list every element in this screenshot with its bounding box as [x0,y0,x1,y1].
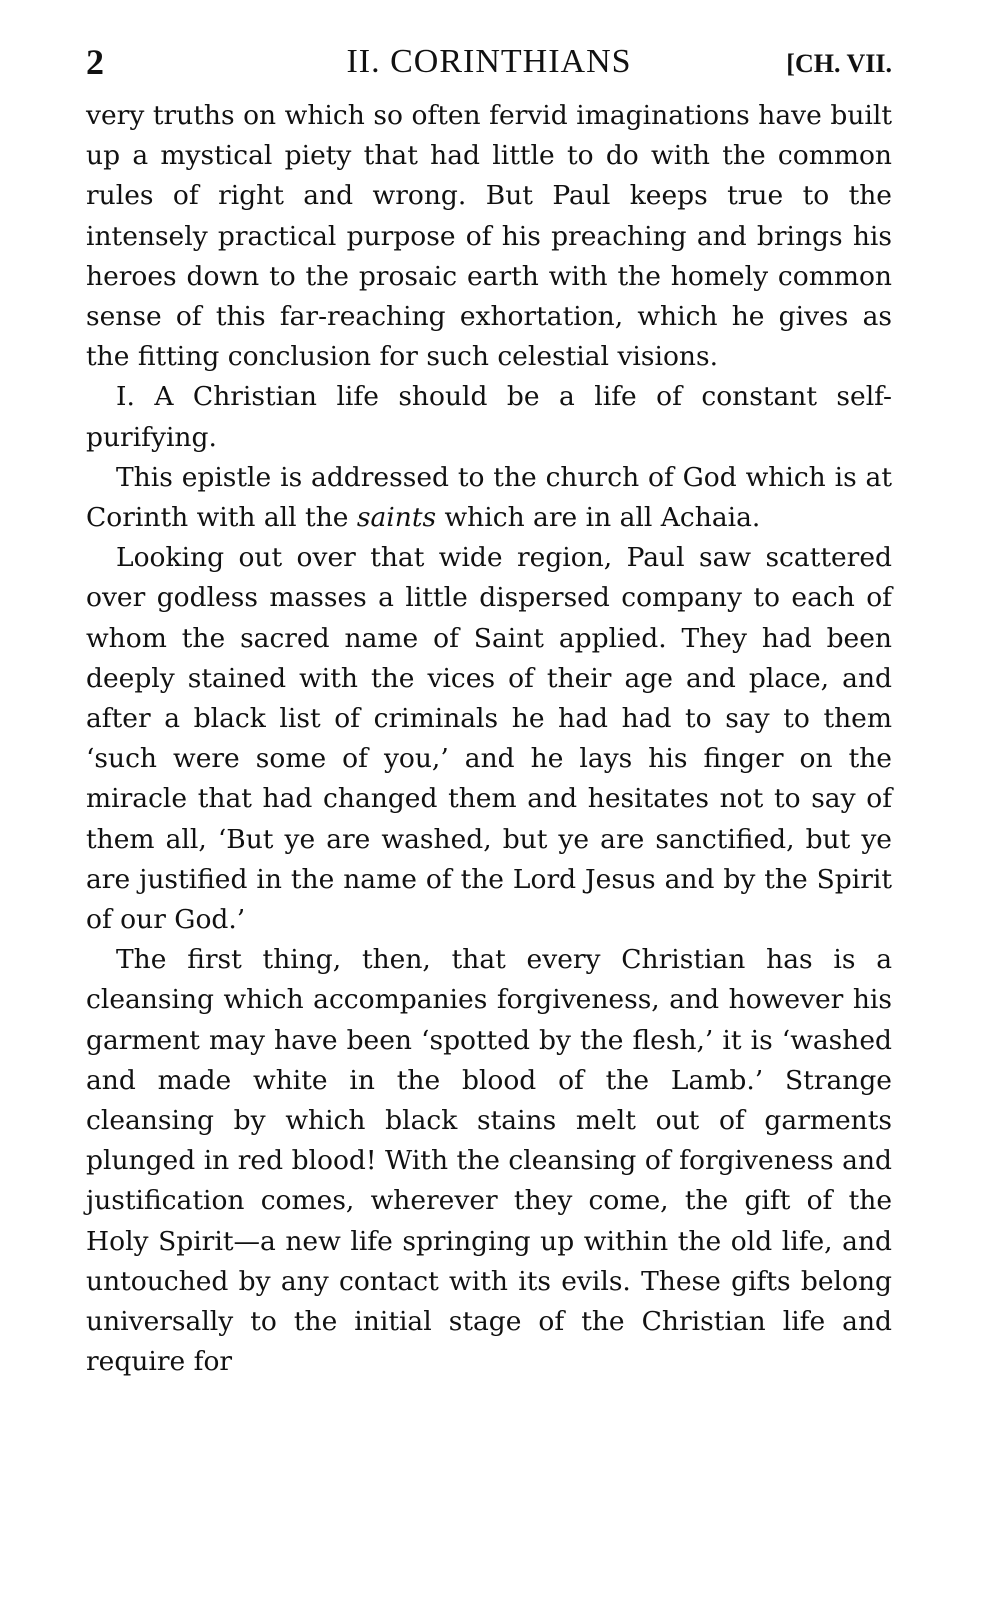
chapter-reference: [CH. VII. [786,49,892,78]
book-page [86,40,892,1383]
paragraph-text-before: This epistle is addressed to the church of God which is at Corinth with all the [86,461,892,534]
paragraph-continuation: very truths on which so often fervid imaginations have built up a mystical piety that had little to do with the common rules of right and wrong. But Paul keeps true to the intensely practical purpose of his preaching and brings his heroes down to the prosaic earth with the homely common sense of this far-reaching exhortation, which he gives as the fitting conclusion for such celestial visions. [86,100,892,373]
paragraph-section-heading: I. A Christian life should be a life of constant self-purifying. [86,381,892,453]
page-header [86,40,892,96]
running-title: II. CORINTHIANS [346,43,632,80]
page-number: 2 [86,42,104,82]
paragraph-first-thing: The first thing, then, that every Christian has is a cleansing which accompanies forgiveness, and however his garment may have been ‘spotted by the flesh,’ it is ‘washed and made white in the blood of the Lamb.’ Strange cleansing by which black stains melt out of garments plunged in red blood! With the cleansing of forgiveness and justification comes, wherever they come, the gift of the Holy Spirit—a new life springing up within the old life, and untouched by any contact with its evils. These gifts belong universally to the initial stage of the Christian life and require for [86,944,892,1378]
paragraph-epistle-address [86,458,892,538]
body-text [86,96,892,1383]
paragraph-looking-out: Looking out over that wide region, Paul saw scattered over godless masses a little dispersed company to each of whom the sacred name of Saint applied. They had been deeply stained with the vices of their age and place, and after a black list of criminals he had had to say to them ‘such were some of you,’ and he lays his finger on the miracle that had changed them and hesitates not to say of them all, ‘But ye are washed, but ye are sanctified, but ye are justified in the name of the Lord Jesus and by the Spirit of our God.’ [86,542,892,936]
paragraph-text-after: which are in all Achaia. [436,502,761,534]
italic-word-saints: saints [356,502,437,534]
